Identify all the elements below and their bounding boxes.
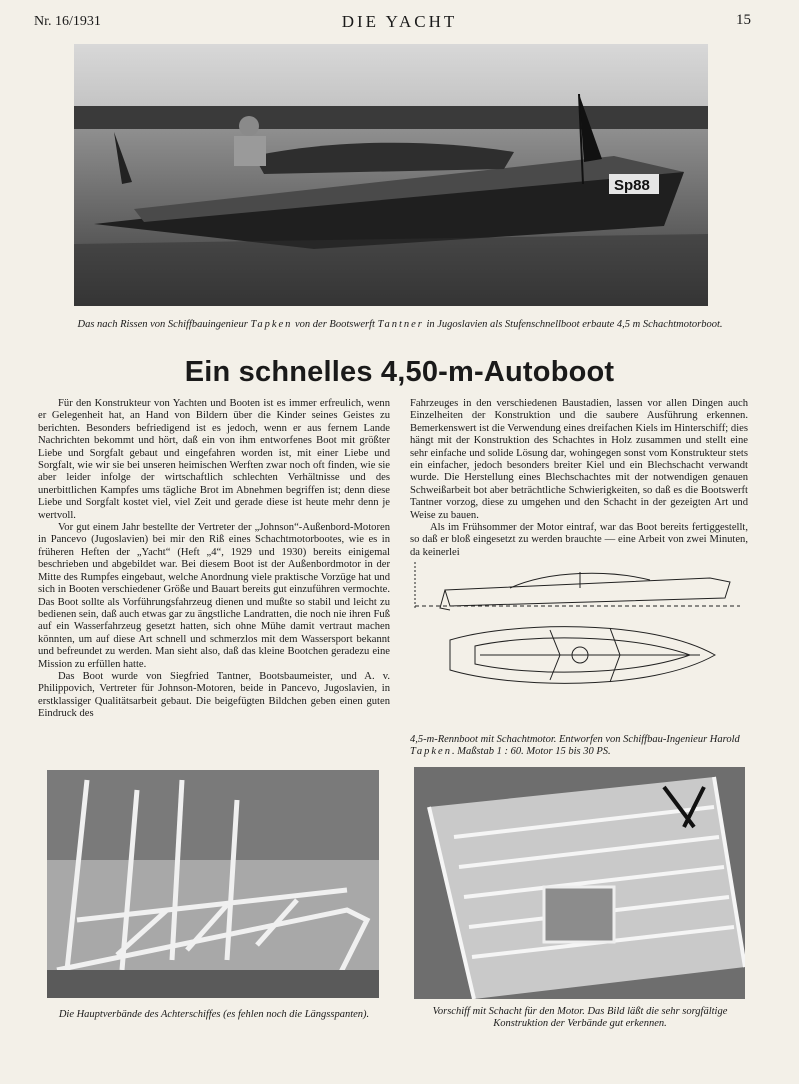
bottom-left-photo-frame <box>47 770 379 998</box>
bottom-left-caption: Die Hauptverbände des Achterschiffes (es fehlen noch die Längsspanten). <box>58 1009 370 1020</box>
bottom-right-caption: Vorschiff mit Schacht für den Motor. Das Bild läßt die sehr sorgfältige Konstruktion der Verbände gut erkennen. <box>432 1006 728 1029</box>
magazine-title: DIE YACHT <box>341 12 458 31</box>
top-photo-caption: Das nach Rissen von Schiffbauingenieur Tapken von der Bootswerft Tantner in Jugoslavien als Stufenschnellboot erbaute 4,5 m Schachtmotorboot. <box>77 319 723 330</box>
article-headline: Ein schnelles 4,50-m-Autoboot <box>184 356 615 388</box>
boat-plan-drawing <box>410 560 748 730</box>
paragraph: Vor gut einem Jahr bestellte der Vertreter der „Johnson“-Außenbord-Motoren in Pancevo (Jugoslavien) bei mir den Riß eines Schachtmotorbootes, wie es in früheren Heften der „Yacht“ (Heft „4“, 1929 und 1930) bereits einigemal beschrieben und abgebildet war. Bei diesem Boot ist der Außenbordmotor in der Mitte des Rumpfes eingebaut, welche Anordnung viele praktische Vorzüge hat und sich in Booten verschiedener Größe und Bauart bereits gut einzuführen vermochte. Das Boot sollte als Vorführungsfahrzeug dienen und mußte so stabil und leicht zu bedienen sein, daß auch etwas gar zu ängstliche Landratten, die noch nie ihren Fuß auf ein Wasserfahrzeug gesetzt hatten, sich ohne Mühe damit vertraut machen könnten, um auf diese Art schnell und schmerzlos mit dem Wassersport bekannt und befreundet zu werden. Man sieht also, daß das kleine Bootchen geradezu eine Mission zu erfüllen hatte. <box>38 522 390 670</box>
drawing-caption: 4,5-m-Rennboot mit Schachtmotor. Entworfen von Schiffbau-Ingenieur Harold Tapken. Maßstab 1 : 60. Motor 15 bis 30 PS. <box>410 734 740 757</box>
left-text-column <box>38 398 390 721</box>
hull-marking: Sp88 <box>614 177 650 194</box>
bottom-right-photo-frame <box>414 767 745 999</box>
top-photo-speedboat <box>74 44 708 306</box>
paragraph: Für den Konstrukteur von Yachten und Booten ist es immer erfreulich, wenn er Gelegenheit hat, an Hand von Bildern über die Kinder seines Geistes zu berichten. Besonders befriedigend ist es jedoch, wenn er aus fernem Lande Nachrichten bekommt und hört, daß ein von ihm entworfenes Boot mit größter Liebe und Sorgfalt gebaut und eingefahren worden ist, mit einer Liebe und Sorgfalt, wie wir sie bei unseren heimischen Werften zwar noch oft finden, wie sie aber leider infolge der wirtschaftlich schlechten Verhältnisse und des unerbittlichen Kampfes ums tägliche Brot im Abnehmen begriffen ist; denn diese Liebe und Sorgfalt kostet viel, viel Zeit und gerade diese ist heute mehr denn je wertvoll. <box>38 398 390 521</box>
paragraph: Als im Frühsommer der Motor eintraf, war das Boot bereits fertiggestellt, so daß er bloß eingesetzt zu werden brauchte — eine Arbeit von zwei Minuten, da keinerlei <box>410 522 748 558</box>
issue-number: Nr. 16/1931 <box>34 14 101 29</box>
page-number: 15 <box>736 12 751 28</box>
paragraph: Das Boot wurde von Siegfried Tantner, Bootsbaumeister, und A. v. Philippovich, Vertreter für Johnson-Motoren, beide in Pancevo, Jugoslavien, in erstklassiger Qualitätsarbeit gebaut. Die beigefügten Bildchen geben einen guten Eindruck des <box>38 670 390 720</box>
right-text-column <box>410 398 748 559</box>
paragraph: Fahrzeuges in den verschiedenen Baustadien, lassen vor allen Dingen auch Einzelheiten der Konstruktion und die saubere Ausführung erkennen. Bemerkenswert ist die Verwendung eines dreifachen Kiels im Hinterschiff; dies hängt mit der Konstruktion des Schachtes in Holz zusammen und stellt eine sehr einfache und solide Lösung dar, wohingegen sonst vom Konstrukteur stets ein einfacher, jedoch besonders breiter Kiel und ein Blechschacht verwandt wurde. Die Herstellung eines Blechschachtes mit der notwendigen genauen Schweißarbeit bot aber beträchtliche Schwierigkeiten, so daß es die Bootswerft Tantner vorzog, diese zu umgehen und den Schacht in der gezeigten Art und Weise zu bauen. <box>410 398 748 521</box>
